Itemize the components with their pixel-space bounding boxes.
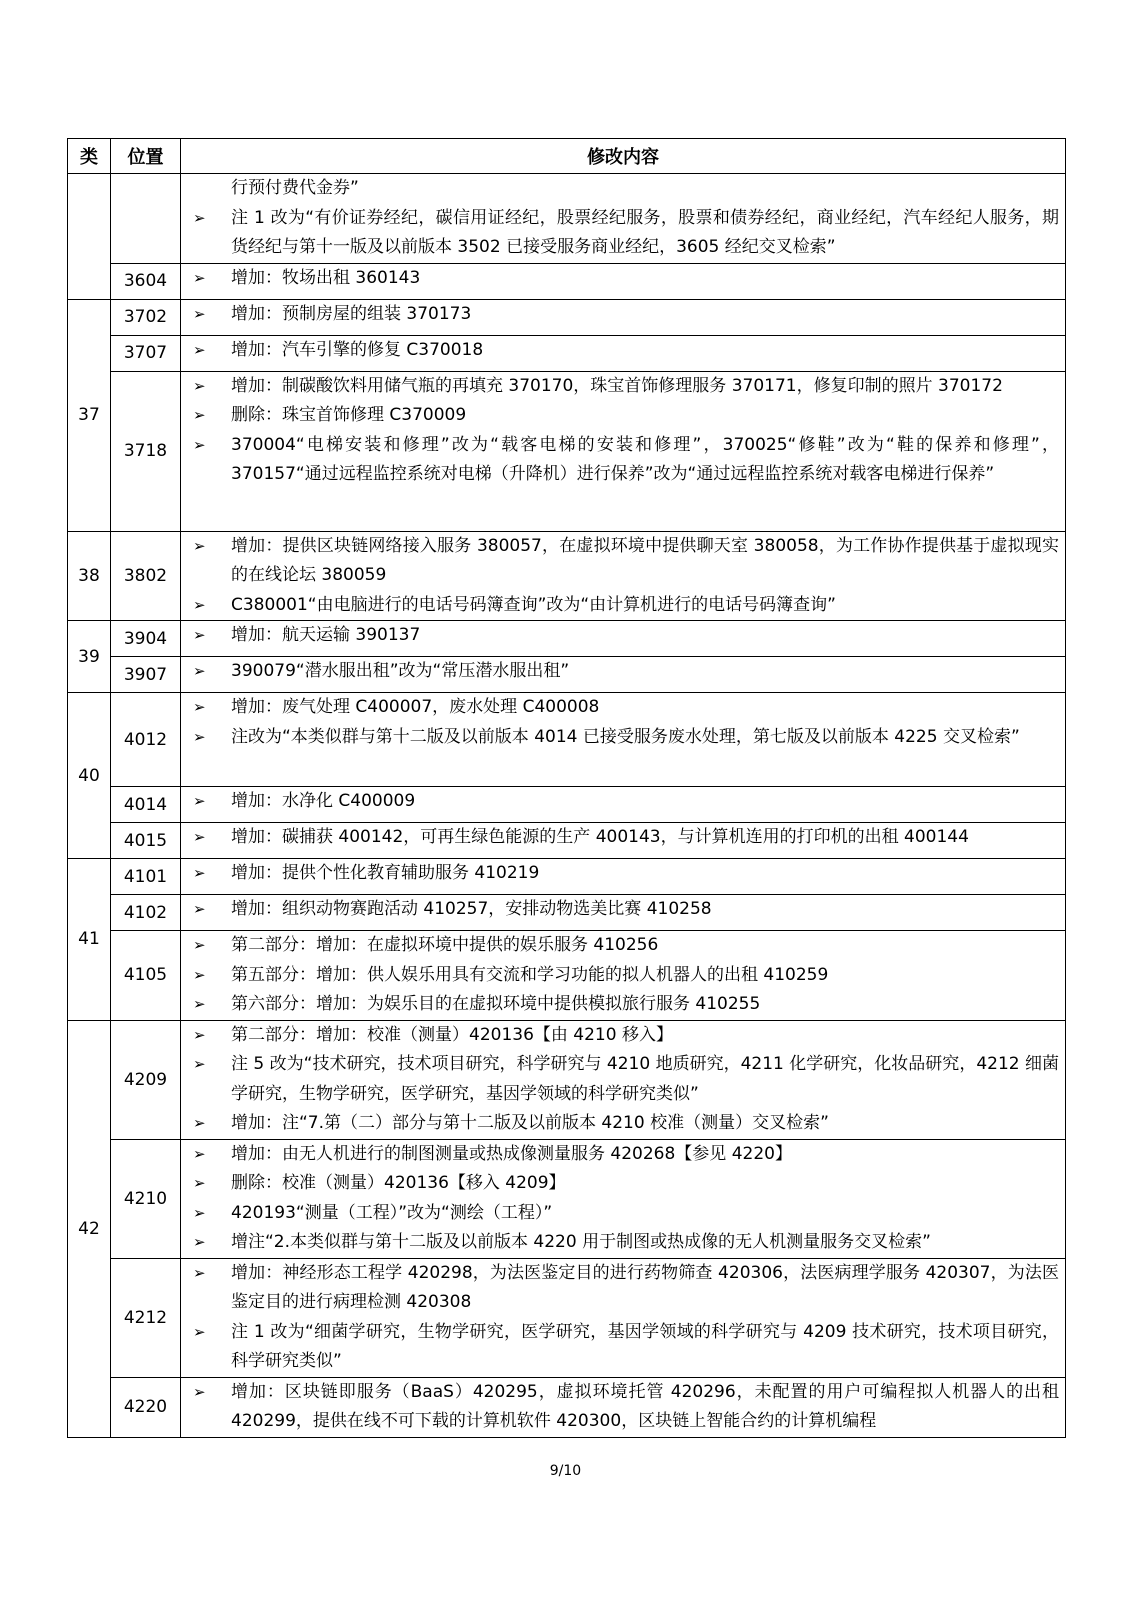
bullet-text: 增加：由无人机进行的制图测量或热成像测量服务 420268【参见 4220】 bbox=[231, 1143, 792, 1164]
arrow-bullet-icon: ➢ bbox=[193, 1174, 206, 1192]
bullet-text: 增加：区块链即服务（BaaS）420295，虚拟环境托管 420296，未配置的用户可编程拟人机器人的出租 420299，提供在线不可下载的计算机软件 420300，区块链上智能合约的计算机编程 bbox=[231, 1381, 1059, 1431]
bullet-text: 增加：注“7.第（二）部分与第十二版及以前版本 4210 校准（测量）交叉检索” bbox=[231, 1113, 829, 1133]
table-row bbox=[68, 859, 1066, 895]
position-cell: 3802 bbox=[111, 531, 181, 621]
arrow-bullet-icon: ➢ bbox=[193, 1382, 206, 1401]
bullet-item bbox=[193, 990, 1059, 1020]
bullet-item bbox=[193, 693, 1059, 723]
bullet-text: 注 5 改为“技术研究，技术项目研究，科学研究与 4210 地质研究，4211 化学研究，化妆品研究，4212 细菌学研究，生物学研究，医学研究，基因学领域的科学研究类似” bbox=[231, 1054, 1059, 1104]
position-cell: 3718 bbox=[111, 371, 181, 531]
bullet-text: 增注“2.本类似群与第十二版及以前版本 4220 用于制图或热成像的无人机测量服务交叉检索” bbox=[231, 1232, 931, 1252]
position-cell: 4012 bbox=[111, 693, 181, 787]
bullet-text: 370004“电梯安装和修理”改为“载客电梯的安装和修理”，370025“修鞋”改为“鞋的保养和修理”，370157“通过远程监控系统对电梯（升降机）进行保养”改为“通过远程监控系统对载客电梯进行保养” bbox=[231, 434, 1059, 484]
table-body bbox=[68, 174, 1066, 1438]
bullet-text: 第二部分：增加：在虚拟环境中提供的娱乐服务 410256 bbox=[231, 935, 659, 955]
bullet-item bbox=[193, 1050, 1059, 1109]
content-cell bbox=[181, 895, 1066, 931]
amendment-table bbox=[67, 138, 1066, 1438]
position-cell: 4220 bbox=[111, 1377, 181, 1437]
category-cell: 38 bbox=[68, 531, 111, 621]
bullet-text: 增加：航天运输 390137 bbox=[231, 625, 421, 645]
arrow-bullet-icon: ➢ bbox=[193, 727, 206, 746]
position-cell: 4101 bbox=[111, 859, 181, 895]
bullet-item bbox=[193, 431, 1059, 490]
position-cell: 3904 bbox=[111, 621, 181, 657]
bullet-item bbox=[193, 1228, 1059, 1258]
content-cell bbox=[181, 859, 1066, 895]
arrow-bullet-icon: ➢ bbox=[193, 536, 206, 555]
content-cell bbox=[181, 371, 1066, 531]
bullet-item bbox=[193, 591, 1059, 621]
category-cell: 42 bbox=[68, 1020, 111, 1437]
table-row bbox=[68, 693, 1066, 787]
position-cell: 4210 bbox=[111, 1139, 181, 1258]
page-number: 9/10 bbox=[549, 1463, 582, 1479]
bullet-item bbox=[193, 1378, 1059, 1437]
arrow-bullet-icon: ➢ bbox=[193, 626, 206, 644]
bullet-text: 删除：珠宝首饰修理 C370009 bbox=[231, 405, 467, 425]
bullet-text: 增加：组织动物赛跑活动 410257，安排动物选美比赛 410258 bbox=[231, 899, 712, 919]
content-cell bbox=[181, 1258, 1066, 1377]
arrow-bullet-icon: ➢ bbox=[193, 1263, 206, 1282]
bullet-item bbox=[193, 336, 1059, 366]
bullet-text: 增加：牧场出租 360143 bbox=[231, 267, 421, 288]
arrow-bullet-icon: ➢ bbox=[193, 792, 206, 810]
content-cell bbox=[181, 1377, 1066, 1437]
position-cell: 3702 bbox=[111, 299, 181, 335]
bullet-text: 第二部分：增加：校准（测量）420136【由 4210 移入】 bbox=[231, 1024, 673, 1045]
arrow-bullet-icon: ➢ bbox=[193, 1055, 206, 1073]
arrow-bullet-icon: ➢ bbox=[193, 376, 206, 395]
bullet-item bbox=[193, 1021, 1059, 1051]
table-row bbox=[68, 1139, 1066, 1258]
category-cell: 41 bbox=[68, 859, 111, 1021]
arrow-bullet-icon: ➢ bbox=[193, 208, 206, 227]
table-row bbox=[68, 299, 1066, 335]
table-row bbox=[68, 657, 1066, 693]
position-cell: 3907 bbox=[111, 657, 181, 693]
bullet-item bbox=[193, 532, 1059, 591]
content-cell bbox=[181, 823, 1066, 859]
arrow-bullet-icon: ➢ bbox=[193, 900, 206, 918]
arrow-bullet-icon: ➢ bbox=[193, 1144, 206, 1163]
continuation-text: 行预付费代金券” bbox=[231, 178, 359, 198]
category-cell: 39 bbox=[68, 621, 111, 693]
bullet-text: 第六部分：增加：为娱乐目的在虚拟环境中提供模拟旅行服务 410255 bbox=[231, 994, 761, 1014]
arrow-bullet-icon: ➢ bbox=[193, 406, 206, 424]
table-row bbox=[68, 895, 1066, 931]
content-cell bbox=[181, 263, 1066, 299]
table-row bbox=[68, 263, 1066, 299]
bullet-item bbox=[193, 204, 1059, 263]
header-position: 位置 bbox=[111, 139, 181, 174]
arrow-bullet-icon: ➢ bbox=[193, 864, 206, 882]
bullet-text: 增加：神经形态工程学 420298，为法医鉴定目的进行药物筛查 420306，法医病理学服务 420307，为法医鉴定目的进行病理检测 420308 bbox=[231, 1262, 1059, 1312]
arrow-bullet-icon: ➢ bbox=[193, 995, 206, 1013]
bullet-text: 390079“潜水服出租”改为“常压潜水服出租” bbox=[231, 661, 570, 681]
position-cell: 4102 bbox=[111, 895, 181, 931]
bullet-item bbox=[193, 300, 1059, 330]
table-row bbox=[68, 823, 1066, 859]
table-row bbox=[68, 931, 1066, 1021]
position-cell: 4209 bbox=[111, 1020, 181, 1139]
arrow-bullet-icon: ➢ bbox=[193, 1203, 206, 1222]
arrow-bullet-icon: ➢ bbox=[193, 1322, 206, 1341]
arrow-bullet-icon: ➢ bbox=[193, 1233, 206, 1251]
table-row bbox=[68, 787, 1066, 823]
table-row bbox=[68, 621, 1066, 657]
arrow-bullet-icon: ➢ bbox=[193, 595, 206, 614]
arrow-bullet-icon: ➢ bbox=[193, 698, 206, 716]
bullet-item bbox=[193, 931, 1059, 961]
bullet-text: 删除：校准（测量）420136【移入 4209】 bbox=[231, 1173, 566, 1193]
bullet-item bbox=[193, 657, 1059, 687]
arrow-bullet-icon: ➢ bbox=[193, 1114, 206, 1132]
content-cell bbox=[181, 1139, 1066, 1258]
content-cell bbox=[181, 174, 1066, 264]
content-cell bbox=[181, 693, 1066, 787]
position-cell: 4212 bbox=[111, 1258, 181, 1377]
header-category: 类 bbox=[68, 139, 111, 174]
bullet-item bbox=[193, 787, 1059, 817]
bullet-item bbox=[193, 372, 1059, 402]
position-cell: 3604 bbox=[111, 263, 181, 299]
bullet-text: 第五部分：增加：供人娱乐用具有交流和学习功能的拟人机器人的出租 410259 bbox=[231, 964, 829, 985]
bullet-text: 增加：水净化 C400009 bbox=[231, 791, 416, 811]
content-cell bbox=[181, 931, 1066, 1021]
bullet-item bbox=[193, 621, 1059, 651]
bullet-text: 注 1 改为“有价证券经纪，碳信用证经纪，股票经纪服务，股票和债券经纪，商业经纪，汽车经纪人服务，期货经纪与第十一版及以前版本 3502 已接受服务商业经纪，3605 经纪交叉检索” bbox=[231, 207, 1059, 257]
bullet-item bbox=[193, 1199, 1059, 1229]
bullet-text: 增加：废气处理 C400007，废水处理 C400008 bbox=[231, 697, 600, 717]
position-cell: 4105 bbox=[111, 931, 181, 1021]
content-cell bbox=[181, 621, 1066, 657]
table-header-row bbox=[68, 139, 1066, 174]
arrow-bullet-icon: ➢ bbox=[193, 936, 206, 954]
table-row bbox=[68, 174, 1066, 264]
bullet-text: 注改为“本类似群与第十二版及以前版本 4014 已接受服务废水处理，第七版及以前版本 4225 交叉检索” bbox=[231, 726, 1020, 747]
bullet-item bbox=[193, 895, 1059, 925]
bullet-text: 增加：汽车引擎的修复 C370018 bbox=[231, 339, 484, 360]
table-row bbox=[68, 335, 1066, 371]
bullet-item bbox=[193, 961, 1059, 991]
category-cell bbox=[68, 174, 111, 300]
bullet-item bbox=[193, 723, 1059, 753]
arrow-bullet-icon: ➢ bbox=[193, 828, 206, 846]
bullet-text: C380001“由电脑进行的电话号码簿查询”改为“由计算机进行的电话号码簿查询” bbox=[231, 594, 836, 615]
bullet-item bbox=[193, 1140, 1059, 1170]
position-cell: 4014 bbox=[111, 787, 181, 823]
header-content: 修改内容 bbox=[181, 139, 1066, 174]
arrow-bullet-icon: ➢ bbox=[193, 435, 206, 454]
bullet-text: 注 1 改为“细菌学研究，生物学研究，医学研究，基因学领域的科学研究与 4209 技术研究，技术项目研究，科学研究类似” bbox=[231, 1321, 1059, 1371]
bullet-item bbox=[193, 401, 1059, 431]
arrow-bullet-icon: ➢ bbox=[193, 304, 206, 323]
arrow-bullet-icon: ➢ bbox=[193, 965, 206, 984]
table-row bbox=[68, 1020, 1066, 1139]
arrow-bullet-icon: ➢ bbox=[193, 662, 206, 680]
bullet-item bbox=[193, 859, 1059, 889]
bullet-item bbox=[193, 1318, 1059, 1377]
bullet-text: 增加：提供区块链网络接入服务 380057，在虚拟环境中提供聊天室 380058，为工作协作提供基于虚拟现实的在线论坛 380059 bbox=[231, 535, 1059, 585]
bullet-text: 增加：预制房屋的组装 370173 bbox=[231, 303, 472, 324]
bullet-item bbox=[193, 1169, 1059, 1199]
arrow-bullet-icon: ➢ bbox=[193, 340, 206, 359]
table-row bbox=[68, 1377, 1066, 1437]
category-cell: 37 bbox=[68, 299, 111, 531]
arrow-bullet-icon: ➢ bbox=[193, 1025, 206, 1044]
arrow-bullet-icon: ➢ bbox=[193, 268, 206, 287]
position-cell: 4015 bbox=[111, 823, 181, 859]
content-cell bbox=[181, 787, 1066, 823]
content-cell bbox=[181, 531, 1066, 621]
table-row bbox=[68, 531, 1066, 621]
bullet-text: 增加：制碳酸饮料用储气瓶的再填充 370170，珠宝首饰修理服务 370171，修复印制的照片 370172 bbox=[231, 375, 1003, 396]
content-cell bbox=[181, 335, 1066, 371]
category-cell: 40 bbox=[68, 693, 111, 859]
bullet-item bbox=[193, 1259, 1059, 1318]
bullet-item bbox=[193, 823, 1059, 853]
bullet-text: 420193“测量（工程）”改为“测绘（工程）” bbox=[231, 1202, 553, 1223]
bullet-text: 增加：提供个性化教育辅助服务 410219 bbox=[231, 863, 540, 883]
bullet-item bbox=[193, 264, 1059, 294]
table-row bbox=[68, 1258, 1066, 1377]
position-cell: 3707 bbox=[111, 335, 181, 371]
content-cell bbox=[181, 657, 1066, 693]
table-row bbox=[68, 371, 1066, 531]
content-cell bbox=[181, 299, 1066, 335]
position-cell bbox=[111, 174, 181, 264]
bullet-item bbox=[193, 1109, 1059, 1139]
bullet-text: 增加：碳捕获 400142，可再生绿色能源的生产 400143，与计算机连用的打印机的出租 400144 bbox=[231, 827, 969, 847]
content-cell bbox=[181, 1020, 1066, 1139]
